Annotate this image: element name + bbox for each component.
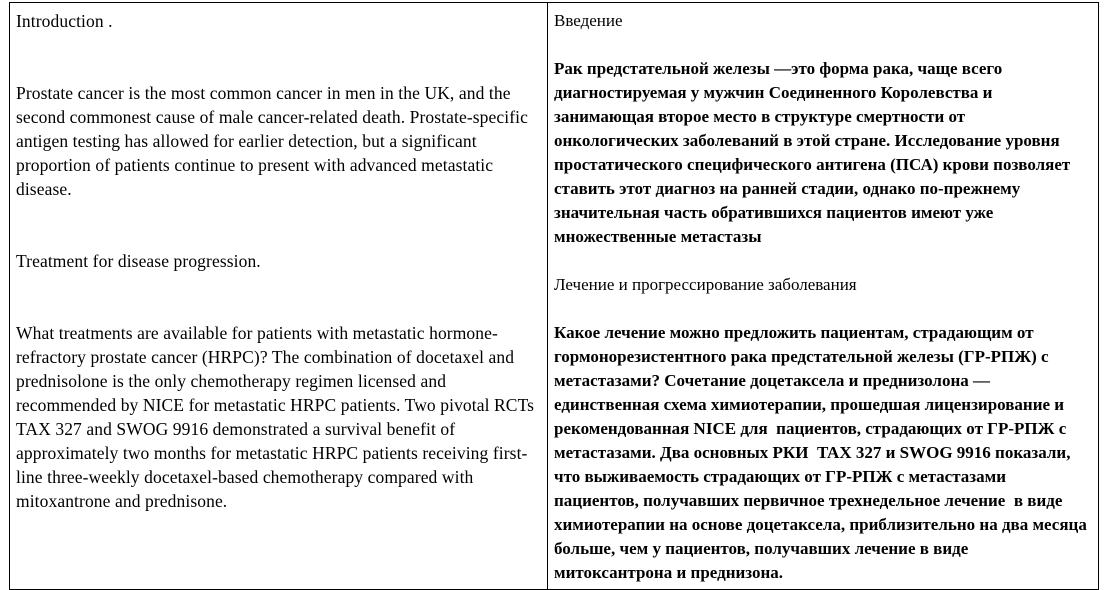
target-heading-treatment: Лечение и прогрессирование заболевания <box>554 275 857 294</box>
target-paragraph-treatment: Какое лечение можно предложить пациентам, страдающим от гормонорезистентного рака предстательной железы (ГР-РПЖ) с метастазами? Сочетание доцетаксела и преднизолона — единственная схема химиотерапии, прошедшая лицензирование и рекомендованная NICE для пациентов, страдающих от ГР-РПЖ с метастазами. Два основных РКИ TAX 327 и SWOG 9916 показали, что выживаемость страдающих от ГР-РПЖ с метастазами пациентов, получавших первичное трехнедельное лечение в виде химиотерапии на основе доцетаксела, приблизительно на два месяца больше, чем у пациентов, получавших лечение в виде митоксантрона и преднизона. <box>554 323 1092 582</box>
source-heading-introduction: Introduction . <box>16 11 113 31</box>
source-paragraph-epidemiology: Prostate cancer is the most common cancer in men in the UK, and the second commonest cause of male cancer-related death. Prostate-specific antigen testing has allowed for earlier detection, but a significant proportion of patients continue to present with advanced metastatic disease. <box>16 83 533 199</box>
target-spacer-1 <box>554 33 1090 57</box>
target-cell-russian <box>548 3 1099 590</box>
source-cell-content <box>10 3 547 517</box>
target-heading-introduction: Введение <box>554 11 623 30</box>
source-paragraph-treatment: What treatments are available for patients with metastatic hormone-refractory prostate cancer (HRPC)? The combination of docetaxel and prednisolone is the only chemotherapy regimen licensed and recommended by NICE for metastatic HRPC patients. Two pivotal RCTs TAX 327 and SWOG 9916 demonstrated a survival benefit of approximately two months for metastatic HRPC patients receiving first-line three-weekly docetaxel-based chemotherapy compared with mitoxantrone and prednisone. <box>16 323 539 511</box>
target-paragraph-epidemiology: Рак предстательной железы —это форма рака, чаще всего диагностируемая у мужчин Соединенного Королевства и занимающая второе место в структуре смертности от онкологических заболеваний в этой стране. Исследование уровня простатического специфического антигена (ПСА) крови позволяет ставить этот диагноз на ранней стадии, однако по-прежнему значительная часть обратившихся пациентов имеют уже множественные метастазы <box>554 59 1075 246</box>
source-heading-treatment: Treatment for disease progression. <box>16 251 261 271</box>
source-spacer-5 <box>16 273 539 297</box>
translation-table <box>9 2 1099 590</box>
source-spacer-3 <box>16 201 539 225</box>
target-spacer-3 <box>554 297 1090 321</box>
table-row <box>10 3 1099 590</box>
translation-table-wrapper <box>9 2 1098 582</box>
translation-table-body <box>10 3 1099 590</box>
source-spacer-1 <box>16 33 539 57</box>
source-spacer-2 <box>16 57 539 81</box>
source-cell-english <box>10 3 548 590</box>
source-spacer-6 <box>16 297 539 321</box>
target-spacer-2 <box>554 249 1090 273</box>
source-spacer-4 <box>16 225 539 249</box>
target-cell-content <box>548 3 1098 589</box>
